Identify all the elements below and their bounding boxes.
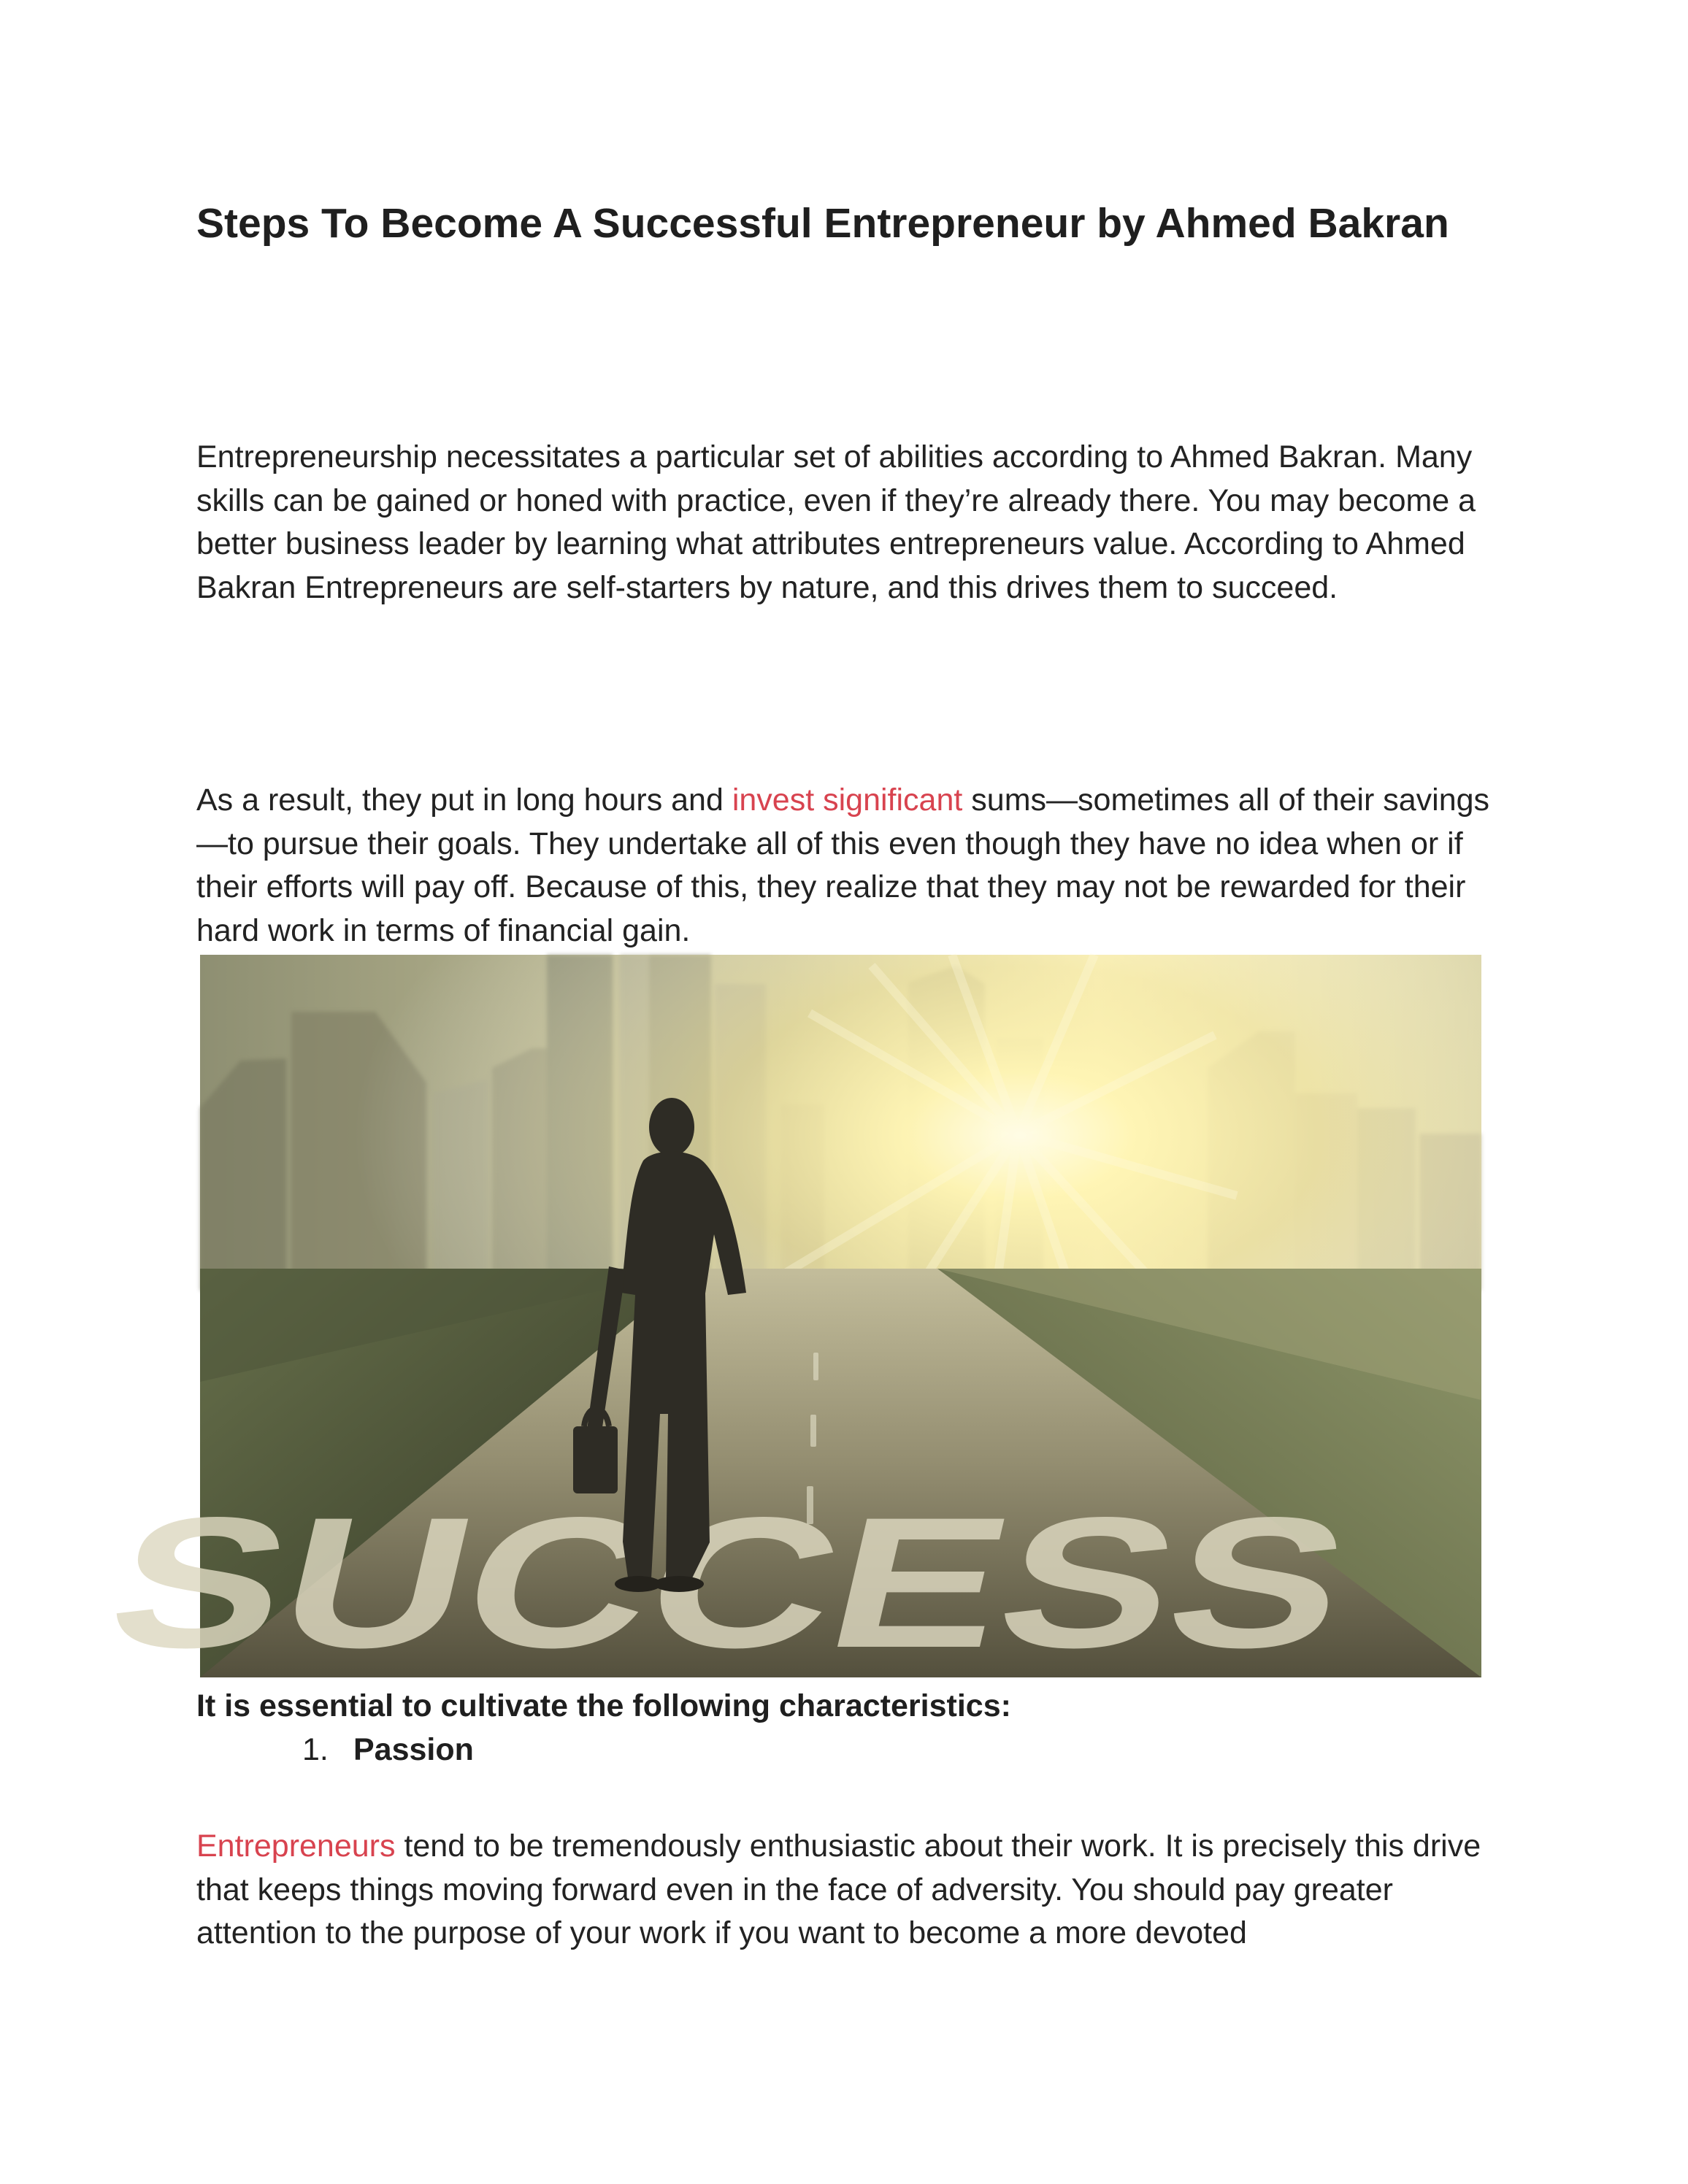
paragraph-intro: Entrepreneurship necessitates a particular set of abilities according to Ahmed Bakran. Many skills can be gained or honed with practice, even if they’re already there. You may become a better business leader by learning what attributes entrepreneurs value. According to Ahmed Bakran Entrepreneurs are self-starters by nature, and this drives them to succeed.: [196, 439, 1476, 605]
success-road-image: [92, 955, 1481, 1687]
list-label-passion: Passion: [353, 1732, 474, 1767]
characteristics-heading: It is essential to cultivate the following characteristics:: [196, 1688, 1011, 1723]
paragraph-effort: [196, 779, 1503, 953]
paragraph-passion: [196, 1825, 1503, 1956]
list-number: 1.: [302, 1732, 329, 1767]
success-road-illustration: [92, 955, 1481, 1687]
paragraph-passion-text: tend to be tremendously enthusiastic about their work. It is precisely this drive that keeps things moving forward even in the face of adversity. You should pay greater attention to the purpose of your work if you want to become a more devoted: [196, 1829, 1481, 1950]
paragraph-effort-text-start: As a result, they put in long hours and: [196, 783, 732, 818]
paragraph-effort-text-end: sums—sometimes all of their savings—to pursue their goals. They undertake all of this even though they have no idea when or if their efforts will pay off. Because of this, they realize that they may not be rewarded for their hard work in terms of financial gain.: [196, 783, 1490, 948]
list-item-passion: [302, 1729, 474, 1772]
entrepreneurs-link[interactable]: Entrepreneurs: [196, 1829, 396, 1864]
document-title: Steps To Become A Successful Entrepreneur by Ahmed Bakran: [196, 200, 1449, 247]
road-success-text: SUCCESS: [92, 1478, 1041, 1687]
invest-significant-link[interactable]: invest significant: [732, 783, 963, 818]
